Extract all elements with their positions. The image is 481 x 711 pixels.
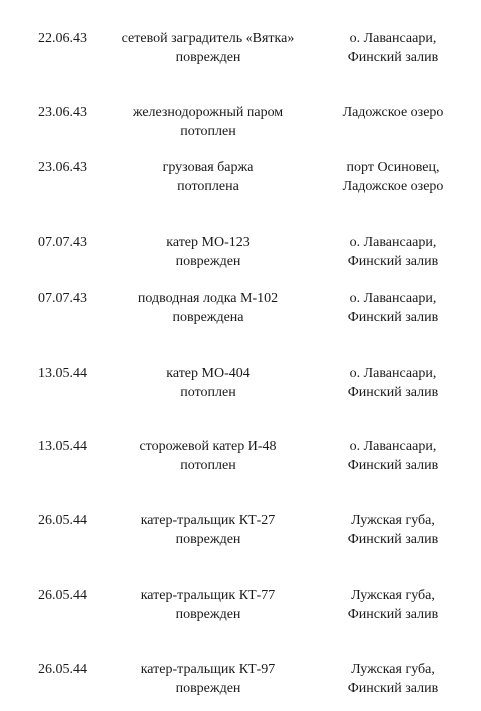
table-row <box>0 512 481 552</box>
vessel-status: поврежден <box>175 253 241 269</box>
vessel-status: повреждена <box>172 309 244 325</box>
row-place <box>322 104 464 123</box>
row-date: 23.06.43 <box>38 160 87 175</box>
place-line-1: Ладожское озеро <box>342 105 444 120</box>
row-place <box>322 290 464 327</box>
vessel-status: поврежден <box>175 531 241 547</box>
place-line-1: Лужская губа, <box>351 588 435 603</box>
row-place <box>322 661 464 698</box>
place-line-2: Финский залив <box>347 606 439 622</box>
row-date: 26.05.44 <box>38 513 87 528</box>
vessel-status: потоплен <box>180 457 236 473</box>
place-line-1: о. Лавансаари, <box>349 291 437 306</box>
row-date: 13.05.44 <box>38 366 87 381</box>
row-vessel <box>102 365 314 402</box>
row-vessel <box>102 234 314 271</box>
row-vessel <box>102 290 314 327</box>
row-vessel <box>102 30 314 67</box>
vessel-name: катер МО-404 <box>166 366 250 381</box>
place-line-2: Финский залив <box>347 384 439 400</box>
table-row <box>0 234 481 274</box>
table-row <box>0 30 481 70</box>
table-row <box>0 290 481 330</box>
row-place <box>322 365 464 402</box>
row-vessel <box>102 512 314 549</box>
place-line-1: о. Лавансаари, <box>349 235 437 250</box>
place-line-2: Финский залив <box>347 457 439 473</box>
table-row <box>0 104 481 144</box>
place-line-2: Финский залив <box>347 49 439 65</box>
row-vessel <box>102 661 314 698</box>
vessel-status: потоплен <box>180 384 236 400</box>
place-line-2: Финский залив <box>347 531 439 547</box>
vessel-status: поврежден <box>175 680 241 696</box>
vessel-status: потоплена <box>177 178 239 194</box>
vessel-name: катер-тральщик КТ-97 <box>140 662 276 677</box>
row-date: 07.07.43 <box>38 235 87 250</box>
table-row <box>0 365 481 405</box>
place-line-1: о. Лавансаари, <box>349 31 437 46</box>
place-line-1: Лужская губа, <box>351 513 435 528</box>
place-line-2: Финский залив <box>347 253 439 269</box>
place-line-1: Лужская губа, <box>351 662 435 677</box>
vessel-status: поврежден <box>175 606 241 622</box>
table-row <box>0 159 481 199</box>
row-vessel <box>102 104 314 141</box>
table-row <box>0 438 481 478</box>
place-line-2: Ладожское озеро <box>342 178 444 194</box>
vessel-name: грузовая баржа <box>162 160 254 175</box>
row-place <box>322 234 464 271</box>
place-line-1: порт Осиновец, <box>346 160 440 175</box>
vessel-status: поврежден <box>175 49 241 65</box>
vessel-status: потоплен <box>180 123 236 139</box>
row-place <box>322 438 464 475</box>
row-place <box>322 159 464 196</box>
row-date: 26.05.44 <box>38 662 87 677</box>
row-place <box>322 512 464 549</box>
row-date: 07.07.43 <box>38 291 87 306</box>
row-vessel <box>102 587 314 624</box>
vessel-name: железнодорожный паром <box>132 105 284 120</box>
vessel-name: катер МО-123 <box>166 235 250 250</box>
place-line-1: о. Лавансаари, <box>349 366 437 381</box>
row-date: 26.05.44 <box>38 588 87 603</box>
place-line-2: Финский залив <box>347 680 439 696</box>
row-vessel <box>102 438 314 475</box>
row-date: 22.06.43 <box>38 31 87 46</box>
vessel-name: катер-тральщик КТ-27 <box>140 513 276 528</box>
row-date: 23.06.43 <box>38 105 87 120</box>
place-line-1: о. Лавансаари, <box>349 439 437 454</box>
vessel-name: подводная лодка М-102 <box>137 291 279 306</box>
table-row <box>0 661 481 701</box>
table-row <box>0 587 481 627</box>
row-place <box>322 30 464 67</box>
vessel-name: сетевой заградитель «Вятка» <box>121 31 295 46</box>
vessel-name: сторожевой катер И-48 <box>139 439 277 454</box>
row-vessel <box>102 159 314 196</box>
place-line-2: Финский залив <box>347 309 439 325</box>
row-place <box>322 587 464 624</box>
row-date: 13.05.44 <box>38 439 87 454</box>
vessel-name: катер-тральщик КТ-77 <box>140 588 276 603</box>
